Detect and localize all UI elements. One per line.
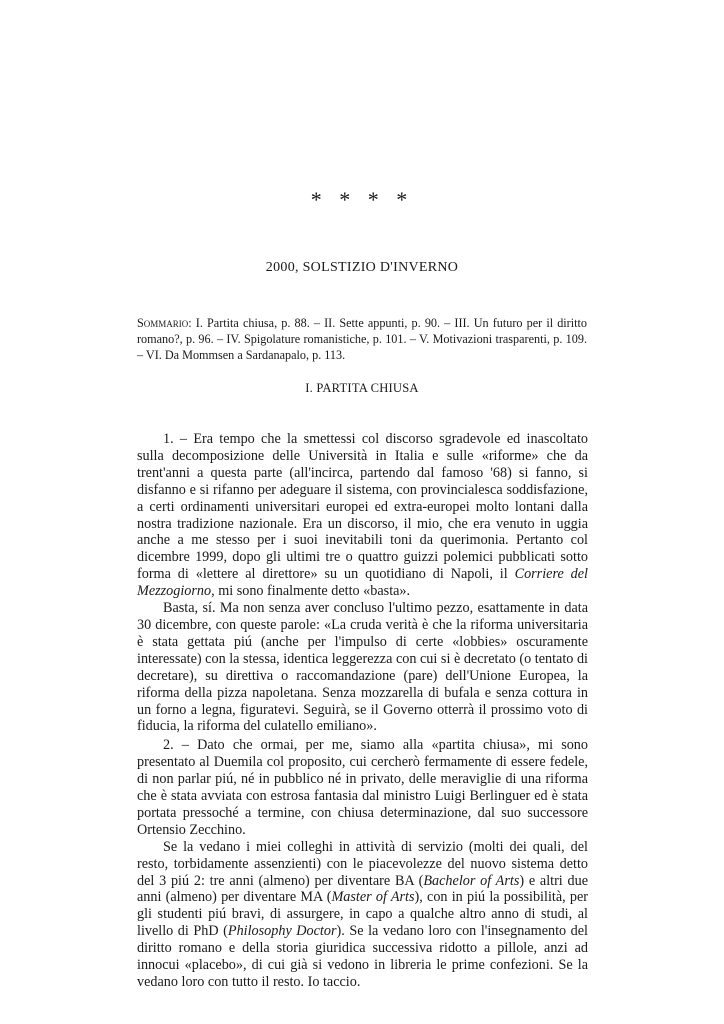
section-title: 2000, SOLSTIZIO D'INVERNO: [265, 260, 459, 275]
paragraph-1: [137, 431, 588, 600]
chapter-title: I. PARTITA CHIUSA: [305, 381, 419, 395]
paragraph-4-text-a: Se la vedano i miei colleghi in attività di servizio (molti dei quali, del resto, torbidamente assenzienti) con le piacevolezze del nuovo sistema detto del 3 piú 2: tre anni (almeno) per diventare BA (: [137, 838, 588, 889]
degree-ba: Bachelor of Arts: [423, 872, 520, 889]
paragraph-4-text-c: ), con in piú la possibilità, per gli studenti piú bravi, di assurgere, in capo a qualche altro anno di studi, al livello di PhD (: [137, 889, 589, 940]
paragraph-1-end: , mi sono finalmente detto «basta».: [211, 583, 411, 600]
degree-ma: Master of Arts: [331, 889, 415, 906]
degree-phd: Philosophy Doctor: [227, 923, 337, 940]
paragraph-2: Basta, sí. Ma non senza aver concluso l'ultimo pezzo, esattamente in data 30 dicembre, con queste parole: «La cruda verità è che la riforma universitaria è stata gettata piú (anche per l'impulso di certe «lobbies» oscuramente interessate) con la stessa, identica leggerezza con cui si è decretato (o tentato di decretare), su direttiva o raccomandazione (pare) dell'Unione Europea, la riforma della pizza napoletana. Senza mozzarella di bufala e senza cottura in un forno a legna, figuratevi. Seguirà, se il Governo otterrà il prossimo voto di fiducia, la riforma del culatello emiliano».: [137, 600, 588, 735]
summary-label: Sommario: [137, 316, 189, 330]
paragraph-4-text-b: ) e altri due anni (almeno) per diventare MA (: [137, 872, 588, 906]
paragraph-1-text: 1. – Era tempo che la smettessi col discorso sgradevole ed inascoltato sulla decomposizione delle Università in Italia e sulle «riforme» che da trent'anni a questa parte (all'incirca, partendo dal famoso '68) si fanno, si disfanno e si rifanno per adeguare il sistema, con provincialesca soddisfazione, a certi ordinamenti universitari europei ed extra-europei molto lontani dalla nostra tradizione nazionale. Era un discorso, il mio, che era venuto in uggia anche a me stesso per i suoi inevitabili toni da querimonia. Pertanto col dicembre 1999, dopo gli ultimi tre o quattro guizzi polemici pubblicati sotto forma di «lettere al direttore» su un quotidiano di Napoli, il: [137, 431, 588, 583]
section-divider: * * * *: [310, 187, 414, 212]
paragraph-4-text-d: ). Se la vedano loro con l'insegnamento del diritto romano e della storia giuridica successiva ridotto a pillole, anzi ad innocui «placebo», di cui già si vedono in libreria le prime confezioni. Se la vedano loro con tutto il resto. Io taccio.: [137, 923, 589, 990]
paragraph-4: [137, 839, 588, 991]
paragraph-3: 2. – Dato che ormai, per me, siamo alla «partita chiusa», mi sono presentato al Duemila col proposito, cui cercherò fermamente di essere fedele, di non parlar piú, né in pubblico né in privato, delle meraviglie di una riforma che è stata avviata con estrosa fantasia dal ministro Luigi Berlinguer ed è stata portata pressoché a termine, con chiusa determinazione, dal suo successore Ortensio Zecchino.: [137, 737, 588, 838]
body-text: [137, 431, 588, 991]
newspaper-title: Corriere del Mezzogiorno: [137, 566, 588, 600]
summary-block: [137, 315, 587, 363]
summary-text: : I. Partita chiusa, p. 88. – II. Sette appunti, p. 90. – III. Un futuro per il diritto romano?, p. 96. – IV. Spigolature romanistiche, p. 101. – V. Motivazioni trasparenti, p. 109. – VI. Da Mommsen a Sardanapalo, p. 113.: [137, 316, 587, 362]
